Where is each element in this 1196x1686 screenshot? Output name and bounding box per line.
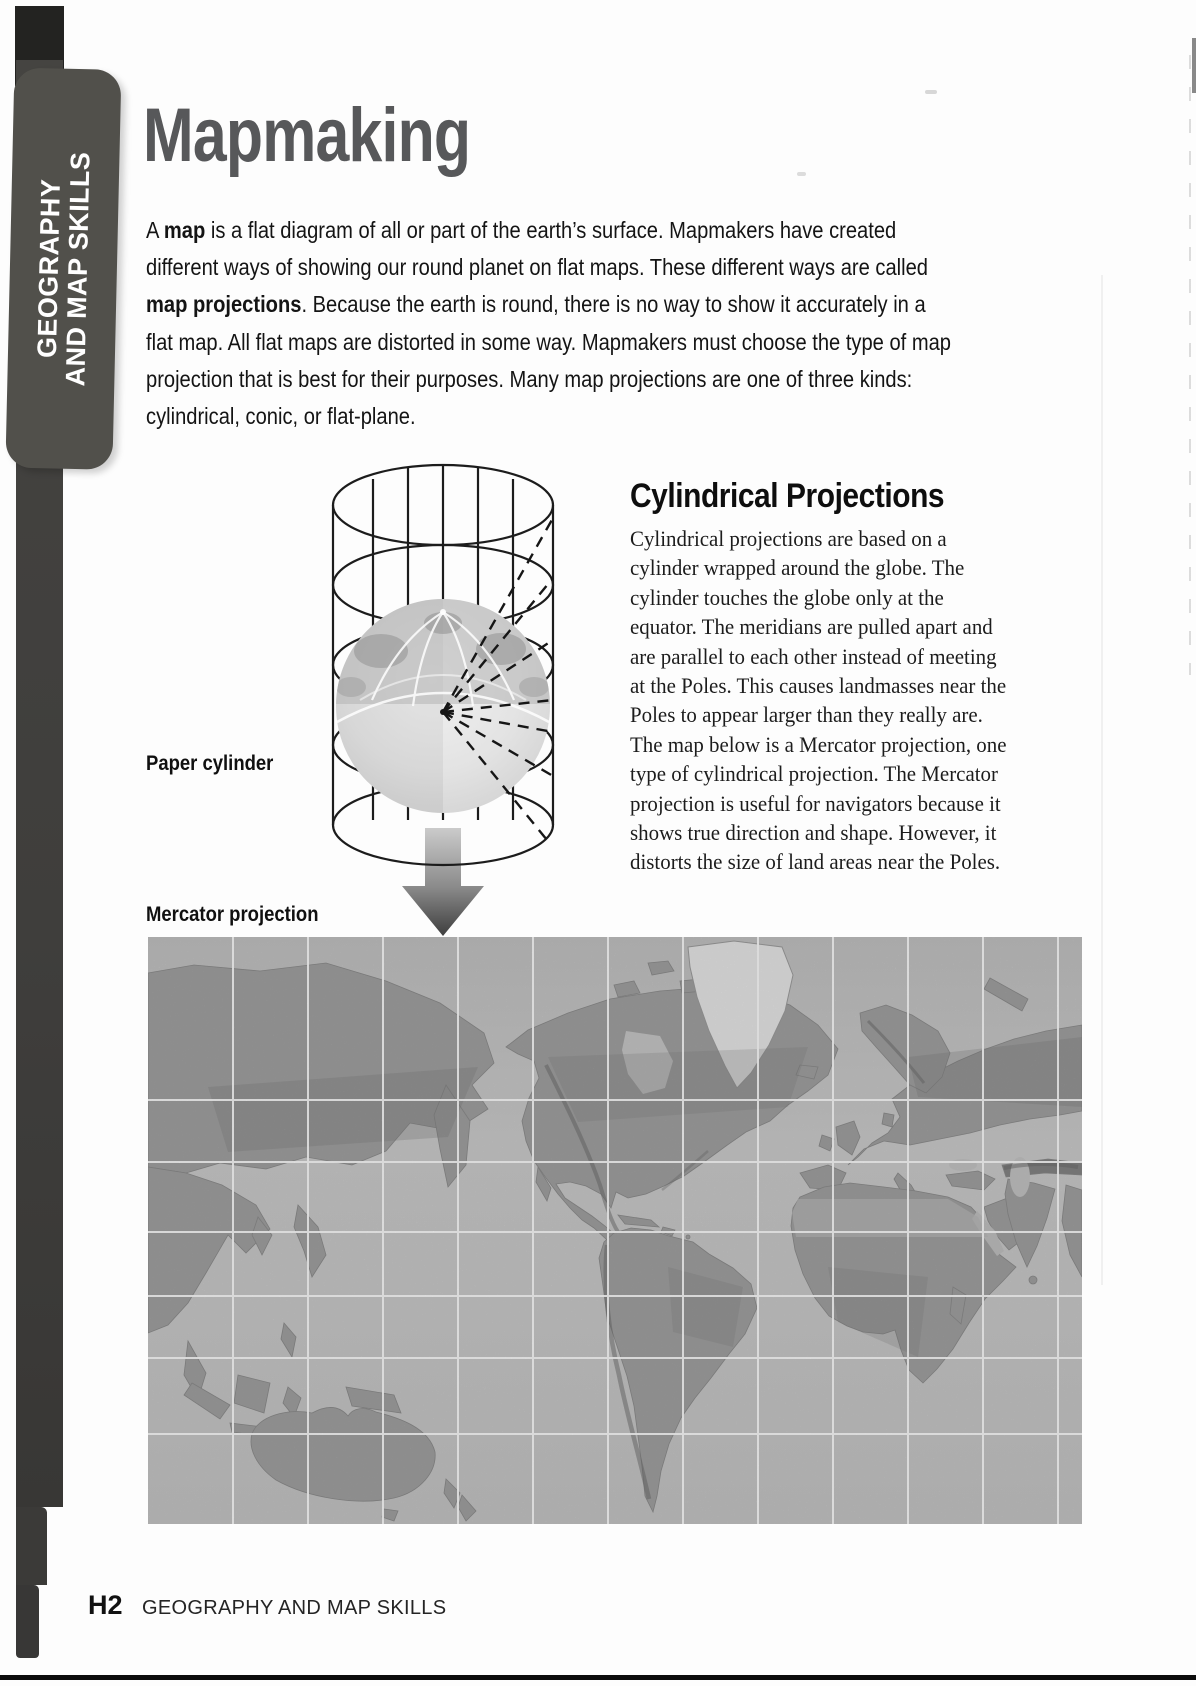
intro-line: flat map. All flat maps are distorted in some way. Mapmakers must choose the type of map: [146, 328, 951, 355]
section-line: projection is useful for navigators because it: [630, 790, 1001, 816]
mercator-projection-label: Mercator projection: [146, 903, 319, 926]
section-line: at the Poles. This causes landmasses near the: [630, 673, 1007, 699]
down-arrow-icon: [402, 828, 484, 936]
sidebar-tab-line2: AND MAP SKILLS: [59, 151, 96, 387]
section-line: distorts the size of land areas near the Poles.: [630, 849, 1001, 875]
intro-line: [146, 212, 951, 249]
page-number: H2: [88, 1590, 123, 1620]
scan-artifact-edge: [1192, 38, 1196, 93]
section-heading: Cylindrical Projections: [630, 477, 945, 515]
page-title: Mapmaking: [143, 93, 471, 178]
section-line: type of cylindrical projection. The Mercator: [630, 761, 998, 787]
section-line: are parallel to each other instead of meeting: [630, 643, 997, 669]
intro-text: is a flat diagram of all or part of the earth’s surface. Mapmakers have created: [205, 217, 897, 243]
sidebar-tab-line1: GEOGRAPHY: [31, 178, 66, 359]
scan-artifact-dashes: [1189, 55, 1191, 675]
globe-center-point: [440, 709, 446, 715]
intro-line: cylindrical, conic, or flat-plane.: [146, 403, 416, 430]
scan-artifact-smudge: [925, 90, 937, 94]
intro-paragraph: [146, 212, 951, 435]
intro-line: [146, 286, 951, 323]
footer-running-head: GEOGRAPHY AND MAP SKILLS: [142, 1597, 447, 1619]
scan-artifact-smudge: [797, 172, 806, 176]
section-line: shows true direction and shape. However, it: [630, 820, 997, 846]
section-body: [630, 524, 1007, 877]
intro-line: different ways of showing our round planet on flat maps. These different ways are called: [146, 254, 928, 281]
paper-cylinder-globe-icon: [290, 440, 590, 940]
intro-line: projection that is best for their purposes. Many map projections are one of three kinds:: [146, 365, 913, 392]
section-line: equator. The meridians are pulled apart and: [630, 614, 993, 640]
scan-artifact-line: [1101, 275, 1103, 1285]
intro-bold-term-map-projections: map projections: [146, 291, 302, 318]
intro-text: . Because the earth is round, there is no way to show it accurately in a: [301, 291, 926, 318]
sidebar-bar-step: [16, 1507, 47, 1585]
intro-bold-term-map: map: [163, 217, 206, 243]
intro-text: A: [146, 217, 164, 243]
section-line: cylinder touches the globe only at the: [630, 584, 944, 610]
mercator-world-map: [148, 937, 1082, 1524]
bottom-rule: [0, 1675, 1196, 1680]
sidebar-bar-tip: [16, 1585, 39, 1658]
scan-grain: [148, 937, 1082, 1524]
section-line: Cylindrical projections are based on a: [630, 526, 947, 551]
section-line: The map below is a Mercator projection, one: [630, 731, 1007, 757]
globe: [336, 599, 550, 813]
paper-cylinder-label: Paper cylinder: [146, 752, 274, 775]
sidebar-tab-label: [32, 151, 95, 387]
section-line: cylinder wrapped around the globe. The: [630, 555, 965, 581]
sidebar-unit-tab: [5, 68, 121, 470]
section-line: Poles to appear larger than they really are.: [630, 702, 983, 728]
